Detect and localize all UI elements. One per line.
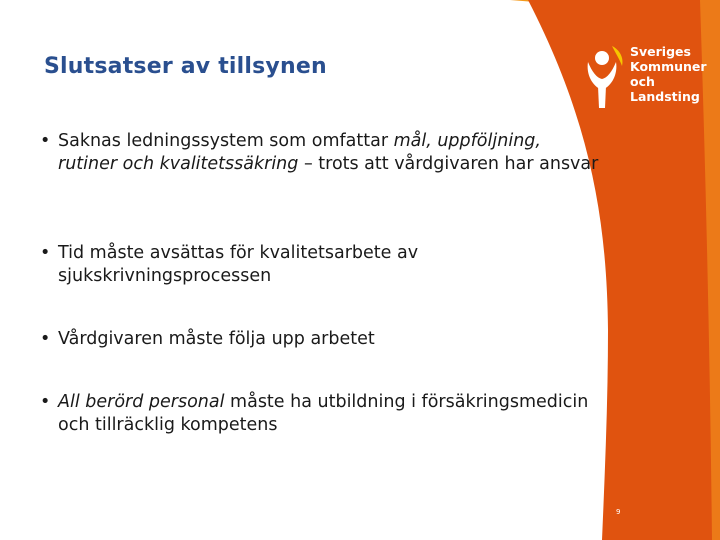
bullet-text xyxy=(40,328,600,351)
bullet-text-part-italic: All berörd personal xyxy=(58,392,225,412)
bullet-text-part-italic: mål, uppföljning, rutiner och kvalitetssäkring xyxy=(58,131,541,174)
bullet-dot: • xyxy=(40,243,51,263)
bullet-item xyxy=(40,328,600,351)
bullet-item xyxy=(40,242,600,288)
bullet-item xyxy=(40,391,600,437)
bullet-dot: • xyxy=(40,131,51,151)
bullet-item xyxy=(40,130,600,176)
logo-text xyxy=(630,44,720,104)
logo-line-2: Kommuner xyxy=(630,59,707,74)
bullet-text xyxy=(40,391,600,437)
bullet-text xyxy=(40,130,600,176)
bullet-text-part: Saknas ledningssystem som omfattar xyxy=(58,131,394,151)
slide-title: Slutsatser av tillsynen xyxy=(44,54,327,79)
bullet-text-part: Tid måste avsättas för kvalitetsarbete av sjukskrivningsprocessen xyxy=(58,243,419,286)
bullet-dot: • xyxy=(40,329,51,349)
bullet-text-part: Vårdgivaren måste följa upp arbetet xyxy=(58,329,375,349)
bullet-text xyxy=(40,242,600,288)
logo-line-3: och Landsting xyxy=(630,74,700,104)
page-number: 9 xyxy=(616,508,621,516)
bullet-text-part: – trots att vårdgivaren har ansvar xyxy=(298,154,599,174)
bullet-dot: • xyxy=(40,392,51,412)
logo-line-1: Sveriges xyxy=(630,44,691,59)
bullet-text-part: måste ha utbildning i försäkringsmedicin och tillräcklig kompetens xyxy=(58,392,589,435)
